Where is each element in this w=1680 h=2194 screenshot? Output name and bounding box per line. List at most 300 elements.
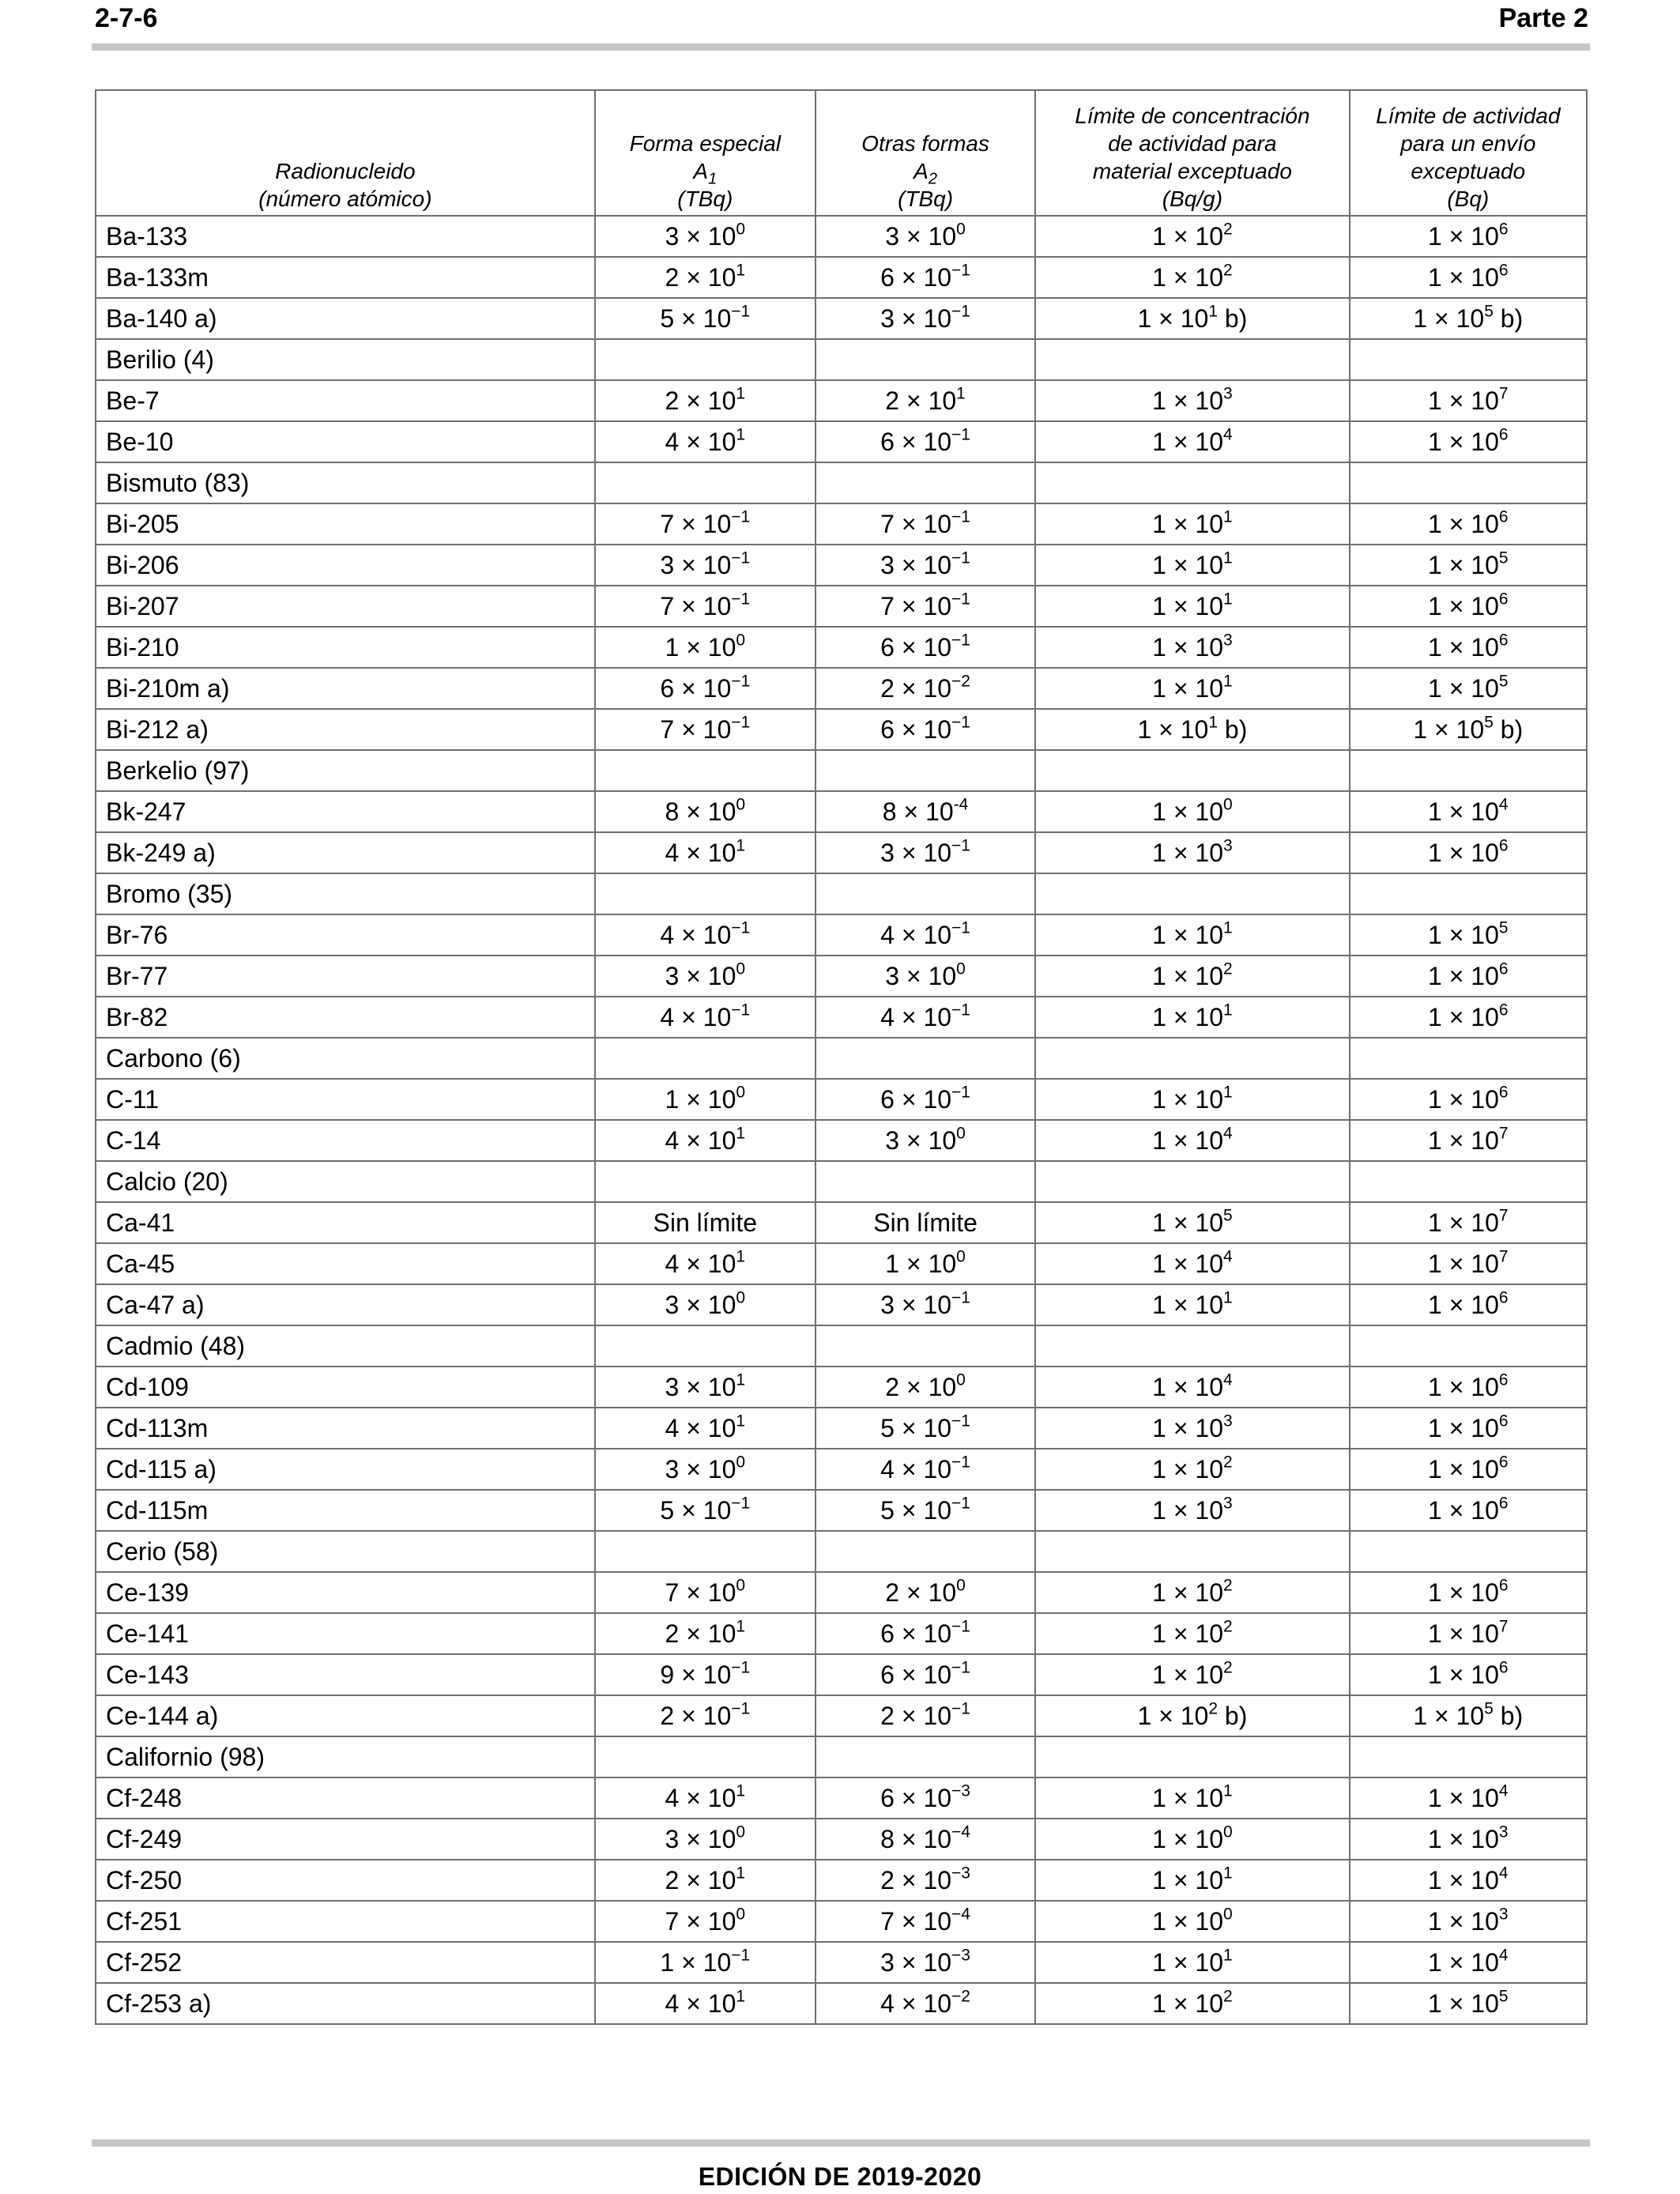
value-exponent: 0 [736,1452,746,1471]
value-exponent: 1 [1223,671,1233,690]
table-row [96,257,1587,298]
table-row [96,339,1587,380]
value-base: 1 × 10 [1428,838,1499,867]
value-base: 3 × 10 [880,303,952,333]
value-base: 1 × 10 [1137,1701,1209,1730]
value-exponent: 1 [736,1616,746,1635]
table-row [96,709,1587,750]
activity-limit-cell [1350,1120,1587,1161]
radionuclide-cell: Ba-133m [96,257,595,298]
a1-special-form-cell [595,1942,816,1983]
value-base: 5 × 10 [660,1495,732,1525]
value-exponent: −1 [951,548,970,567]
activity-limit-cell [1350,668,1587,709]
value-base: 1 × 10 [1152,1454,1223,1483]
value-base: 1 × 10 [1152,673,1223,703]
a2-other-forms-cell [816,1819,1035,1860]
table-row [96,1161,1587,1202]
concentration-limit-cell [1035,873,1349,914]
footer-rule [92,2139,1590,2147]
footnote-marker: b) [1218,303,1248,333]
a2-other-forms-cell [816,1983,1035,2024]
value-base: 1 × 10 [1152,1865,1223,1894]
concentration-limit-cell [1035,1695,1349,1736]
value-exponent: 5 [1223,1205,1233,1224]
activity-limit-cell [1350,914,1587,956]
value-base: 5 × 10 [660,303,732,333]
value-base: 1 × 10 [1152,1002,1223,1031]
value-base: 6 × 10 [880,427,952,456]
value-exponent: 2 [1223,959,1233,978]
value-exponent: −1 [731,301,751,320]
table-row [96,380,1587,421]
concentration-limit-cell [1035,956,1349,997]
value-exponent: 0 [736,959,746,978]
header-line: Forma especial [629,131,781,156]
value-base: 1 × 10 [1152,1413,1223,1442]
concentration-limit-cell [1035,1161,1349,1202]
value-base: 1 × 10 [885,1249,957,1278]
value-exponent: 3 [1223,835,1233,854]
value-base: 1 × 10 [1428,221,1499,251]
value-exponent: −1 [951,1493,970,1512]
concentration-limit-cell [1035,1079,1349,1120]
value-exponent: 1 [736,1781,746,1800]
activity-limit-cell [1350,750,1587,791]
symbol-subscript: 2 [928,170,937,188]
radionuclide-cell: Bi-212 a) [96,709,595,750]
a1-special-form-cell [595,298,816,339]
a2-other-forms-cell [816,1613,1035,1654]
table-row [96,1449,1587,1490]
table-row [96,997,1587,1038]
value-exponent: −1 [731,712,751,731]
radionuclide-cell: Cf-249 [96,1819,595,1860]
value-base: 3 × 10 [880,1290,952,1319]
value-exponent: 3 [1498,1904,1509,1923]
value-exponent: 0 [1223,1822,1233,1841]
header-activity-limit [1350,90,1587,216]
a2-other-forms-cell [816,462,1035,503]
concentration-limit-cell [1035,668,1349,709]
header-line: Límite de actividad [1376,104,1561,128]
value-exponent: 4 [1498,794,1509,813]
value-exponent: 0 [736,1904,746,1923]
activity-limit-cell [1350,1572,1587,1613]
value-base: 7 × 10 [880,591,952,620]
a2-other-forms-cell [816,1777,1035,1819]
radionuclide-table [95,89,1588,2025]
value-exponent: −1 [951,1616,970,1635]
value-exponent: 4 [1223,1370,1233,1389]
footnote-marker: b) [1218,714,1248,744]
concentration-limit-cell [1035,1819,1349,1860]
value-exponent: 5 [1498,548,1509,567]
concentration-limit-cell [1035,1613,1349,1654]
table-row [96,421,1587,462]
activity-limit-cell [1350,1613,1587,1654]
radionuclide-cell: Ca-47 a) [96,1284,595,1325]
value-base: 7 × 10 [665,1906,736,1936]
a2-other-forms-cell [816,503,1035,545]
value-base: 4 × 10 [660,1002,732,1031]
value-exponent: −1 [951,1082,970,1101]
value-exponent: 7 [1498,1123,1509,1142]
value-base: 4 × 10 [880,1454,952,1483]
table-row [96,1819,1587,1860]
header-line: (número atómico) [258,187,432,211]
header-unit: (Bq/g) [1162,187,1223,211]
a2-other-forms-cell [816,1367,1035,1408]
value-exponent: 6 [1498,630,1509,649]
a1-special-form-cell [595,1572,816,1613]
concentration-limit-cell [1035,1777,1349,1819]
value-exponent: 5 [1498,671,1509,690]
radionuclide-cell: Cf-251 [96,1901,595,1942]
value-exponent: 2 [1223,1657,1233,1676]
value-exponent: −1 [951,1000,970,1019]
value-exponent: 0 [1223,794,1233,813]
value-base: 1 × 10 [1152,262,1223,292]
value-base: 3 × 10 [880,550,952,579]
activity-limit-cell [1350,216,1587,257]
value-base: 1 × 10 [1428,1125,1499,1155]
value-exponent: −1 [951,1698,970,1717]
activity-limit-cell [1350,709,1587,750]
concentration-limit-cell [1035,627,1349,668]
radionuclide-cell: Cd-113m [96,1408,595,1449]
table-row [96,503,1587,545]
table-row [96,1942,1587,1983]
a1-special-form-cell [595,1654,816,1695]
value-base: 7 × 10 [880,1906,952,1936]
concentration-limit-cell [1035,750,1349,791]
value-base: 1 × 10 [1152,1249,1223,1278]
value-base: 1 × 10 [1428,1989,1499,2018]
value-base: 1 × 10 [1428,961,1499,990]
radionuclide-cell: Bk-249 a) [96,832,595,873]
value-base: 7 × 10 [660,509,732,538]
activity-limit-cell [1350,1367,1587,1408]
value-base: 1 × 10 [1428,591,1499,620]
value-base: 6 × 10 [880,1619,952,1648]
activity-limit-cell [1350,1942,1587,1983]
table-row [96,1408,1587,1449]
value-base: 1 × 10 [1152,1783,1223,1812]
a1-special-form-cell [595,873,816,914]
activity-limit-cell [1350,1490,1587,1531]
value-exponent: 0 [736,1575,746,1594]
a1-special-form-cell [595,997,816,1038]
radionuclide-cell: Cadmio (48) [96,1325,595,1367]
table-body [96,216,1587,2024]
a2-other-forms-cell [816,1654,1035,1695]
value-base: 3 × 10 [885,961,957,990]
value-exponent: −1 [731,1945,751,1964]
value-base: 2 × 10 [885,1578,957,1607]
value-exponent: 1 [1208,712,1219,731]
concentration-limit-cell [1035,1490,1349,1531]
a2-other-forms-cell [816,1243,1035,1284]
header-other-forms [816,90,1035,216]
concentration-limit-cell [1035,1942,1349,1983]
value-exponent: 2 [1223,1575,1233,1594]
value-base: 1 × 10 [1428,797,1499,826]
radionuclide-cell: Ce-139 [96,1572,595,1613]
value-exponent: 6 [1498,219,1509,238]
a2-other-forms-cell [816,1942,1035,1983]
value-base: 4 × 10 [665,1413,736,1442]
value-base: 1 × 10 [1152,1989,1223,2018]
a2-other-forms-cell [816,1736,1035,1777]
value-base: 3 × 10 [665,961,736,990]
radionuclide-cell: Ca-41 [96,1202,595,1243]
a2-other-forms-cell [816,586,1035,627]
value-exponent: −4 [951,1822,970,1841]
value-exponent: −1 [731,589,751,608]
activity-limit-cell [1350,586,1587,627]
value-base: 1 × 10 [1152,1372,1223,1401]
value-exponent: 1 [736,424,746,443]
a2-other-forms-cell [816,1531,1035,1572]
radionuclide-cell: Ca-45 [96,1243,595,1284]
value-base: 3 × 10 [665,221,736,251]
value-exponent: 0 [956,1575,966,1594]
a1-special-form-cell [595,956,816,997]
activity-limit-cell [1350,1777,1587,1819]
value-base: 1 × 10 [1428,550,1499,579]
value-base: 1 × 10 [1428,1290,1499,1319]
header-special-form [595,90,816,216]
value-base: 4 × 10 [665,1249,736,1278]
value-base: 1 × 10 [1152,1660,1223,1689]
value-base: 8 × 10 [882,797,954,826]
table-row [96,586,1587,627]
value-exponent: 4 [1498,1945,1509,1964]
a1-special-form-cell [595,1120,816,1161]
activity-limit-cell [1350,339,1587,380]
table-row [96,914,1587,956]
concentration-limit-cell [1035,1367,1349,1408]
value-exponent: 6 [1498,1370,1509,1389]
activity-limit-cell [1350,1531,1587,1572]
value-base: 2 × 10 [665,386,736,415]
value-base: 3 × 10 [880,838,952,867]
activity-limit-cell [1350,380,1587,421]
value-exponent: −1 [951,1657,970,1676]
a2-other-forms-cell [816,709,1035,750]
value-base: 1 × 10 [1428,1372,1499,1401]
activity-limit-cell [1350,832,1587,873]
value-exponent: −1 [731,548,751,567]
a2-other-forms-cell [816,1449,1035,1490]
a2-other-forms-cell [816,750,1035,791]
a2-other-forms-cell [816,1572,1035,1613]
value-exponent: 0 [736,1822,746,1841]
radionuclide-cell: Ba-140 a) [96,298,595,339]
a1-special-form-cell [595,1243,816,1284]
value-exponent: 3 [1223,630,1233,649]
concentration-limit-cell [1035,1531,1349,1572]
a2-other-forms-cell [816,1490,1035,1531]
value-base: 3 × 10 [660,550,732,579]
value-exponent: 7 [1498,1205,1509,1224]
value-exponent: 1 [736,1370,746,1389]
a2-other-forms-cell [816,1408,1035,1449]
radionuclide-cell: Calcio (20) [96,1161,595,1202]
activity-limit-cell [1350,1408,1587,1449]
value-base: 1 × 10 [1152,1495,1223,1525]
value-exponent: 1 [1223,548,1233,567]
value-base: 7 × 10 [665,1578,736,1607]
value-exponent: 1 [1223,589,1233,608]
a1-special-form-cell [595,216,816,257]
a2-other-forms-cell [816,257,1035,298]
value-base: 4 × 10 [880,920,952,949]
table-row [96,1654,1587,1695]
value-exponent: −1 [951,589,970,608]
value-exponent: 0 [956,1123,966,1142]
value-base: 7 × 10 [660,714,732,744]
value-exponent: 4 [1498,1781,1509,1800]
value-base: 1 × 10 [665,632,736,662]
value-base: 5 × 10 [880,1413,952,1442]
value-exponent: 5 [1484,1698,1494,1717]
radionuclide-cell: Bi-207 [96,586,595,627]
value-exponent: 5 [1498,918,1509,937]
value-exponent: −1 [951,1411,970,1430]
value-base: 4 × 10 [665,838,736,867]
value-base: 4 × 10 [665,1125,736,1155]
value-base: 1 × 10 [1137,303,1209,333]
table-row [96,1736,1587,1777]
value-base: 1 × 10 [1428,1947,1499,1977]
value-exponent: 1 [1223,1863,1233,1882]
value-base: 1 × 10 [1152,1084,1223,1114]
concentration-limit-cell [1035,709,1349,750]
radionuclide-cell: Cf-253 a) [96,1983,595,2024]
value-exponent: 3 [1498,1822,1509,1841]
concentration-limit-cell [1035,1202,1349,1243]
value-exponent: −1 [951,507,970,526]
activity-limit-cell [1350,421,1587,462]
value-base: 1 × 10 [1152,550,1223,579]
table-row [96,298,1587,339]
value-base: 3 × 10 [885,221,957,251]
activity-limit-cell [1350,997,1587,1038]
a1-special-form-cell [595,1531,816,1572]
activity-limit-cell [1350,873,1587,914]
concentration-limit-cell [1035,1572,1349,1613]
value-base: 4 × 10 [880,1002,952,1031]
value-base: 1 × 10 [1428,1249,1499,1278]
value-exponent: −1 [951,301,970,320]
activity-limit-cell [1350,1860,1587,1901]
table-row [96,1983,1587,2024]
value-exponent: 0 [956,1370,966,1389]
activity-limit-cell [1350,1202,1587,1243]
activity-limit-cell [1350,1983,1587,2024]
footnote-marker: b) [1493,714,1524,744]
table-row [96,668,1587,709]
concentration-limit-cell [1035,1860,1349,1901]
activity-limit-cell [1350,1654,1587,1695]
a1-special-form-cell [595,1367,816,1408]
radionuclide-cell: C-11 [96,1079,595,1120]
value-base: 1 × 10 [1152,838,1223,867]
a2-other-forms-cell [816,956,1035,997]
part-label: Parte 2 [1498,3,1588,33]
a1-special-form-cell: Sin límite [595,1202,816,1243]
value-base: 1 × 10 [1428,1906,1499,1936]
concentration-limit-cell [1035,1325,1349,1367]
value-base: 4 × 10 [660,920,732,949]
value-exponent: 6 [1498,260,1509,279]
concentration-limit-cell [1035,1901,1349,1942]
value-base: 1 × 10 [1428,1454,1499,1483]
concentration-limit-cell [1035,339,1349,380]
value-base: 1 × 10 [1152,632,1223,662]
value-exponent: −1 [951,712,970,731]
table-row [96,1243,1587,1284]
a1-special-form-cell [595,257,816,298]
value-exponent: 1 [736,1411,746,1430]
table-row [96,791,1587,832]
footnote-marker: b) [1493,1701,1524,1730]
a1-special-form-cell [595,1819,816,1860]
value-base: 6 × 10 [880,1660,952,1689]
table-row [96,1120,1587,1161]
a1-special-form-cell [595,750,816,791]
activity-limit-cell [1350,1038,1587,1079]
value-exponent: 1 [736,383,746,402]
table-row [96,1490,1587,1531]
value-exponent: 1 [1208,301,1219,320]
value-exponent: −3 [951,1863,970,1882]
value-exponent: 6 [1498,1082,1509,1101]
header-unit: (TBq) [898,187,954,211]
value-base: 1 × 10 [1428,632,1499,662]
table-row [96,1613,1587,1654]
a1-special-form-cell [595,1161,816,1202]
a2-other-forms-cell [816,1120,1035,1161]
activity-limit-cell [1350,1325,1587,1367]
value-exponent: 7 [1498,383,1509,402]
value-base: 1 × 10 [1428,262,1499,292]
value-exponent: 6 [1498,1452,1509,1471]
value-base: 2 × 10 [880,673,952,703]
radionuclide-cell: Bk-247 [96,791,595,832]
activity-limit-cell [1350,462,1587,503]
activity-limit-cell [1350,1819,1587,1860]
value-base: 1 × 10 [1152,1208,1223,1237]
value-exponent: 1 [1223,1082,1233,1101]
a2-other-forms-cell [816,1284,1035,1325]
value-exponent: 2 [1223,219,1233,238]
concentration-limit-cell [1035,791,1349,832]
a1-special-form-cell [595,1408,816,1449]
table-row [96,1079,1587,1120]
value-base: 6 × 10 [880,632,952,662]
value-exponent: 6 [1498,835,1509,854]
value-exponent: −3 [951,1945,970,1964]
value-base: 6 × 10 [880,1084,952,1114]
value-base: 2 × 10 [660,1701,732,1730]
activity-limit-cell [1350,545,1587,586]
a2-other-forms-cell [816,380,1035,421]
value-base: 7 × 10 [660,591,732,620]
concentration-limit-cell [1035,462,1349,503]
